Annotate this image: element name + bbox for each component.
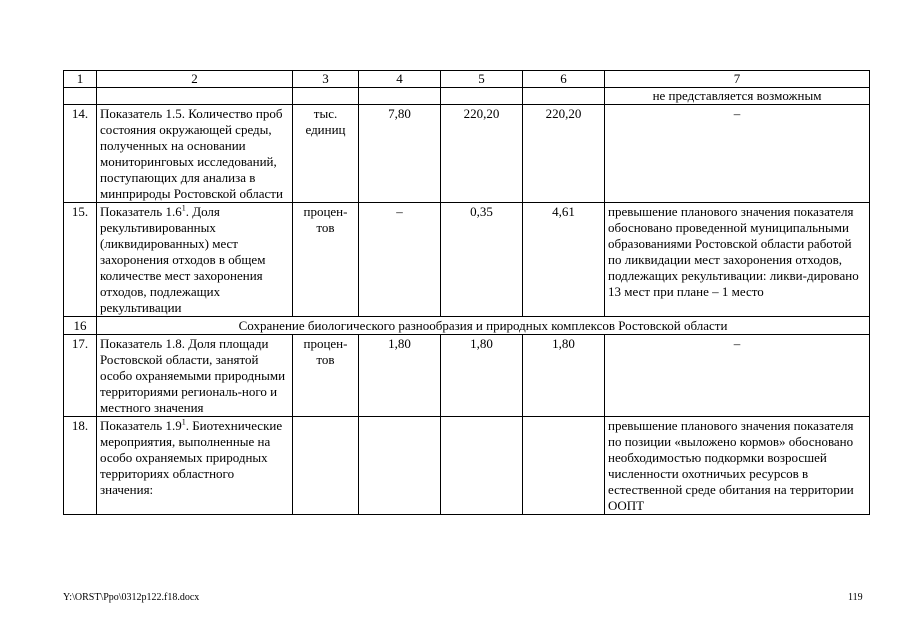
- col-header-5: 5: [441, 71, 523, 88]
- footer-file-path: Y:\ORST\Ppo\0312p122.f18.docx: [63, 592, 200, 603]
- value-col5: 0,35: [441, 203, 523, 317]
- indicator-name-rest: . Биотехнические мероприятия, выполненные на особо охраняемых природных территориях областного значения:: [100, 418, 283, 497]
- value-col6: 220,20: [523, 105, 605, 203]
- indicator-name-rest: . Доля рекультивированных (ликвидированных) мест захоронения отходов в общем количестве мест захоронения отходов, подлежащих рекультивации: [100, 204, 266, 315]
- cell-empty: [64, 88, 97, 105]
- column-number-row: [64, 71, 870, 88]
- table-row-15: [64, 203, 870, 317]
- table-row-14: [64, 105, 870, 203]
- section-heading: Сохранение биологического разнообразия и природных комплексов Ростовской области: [97, 317, 870, 335]
- col-header-6: 6: [523, 71, 605, 88]
- value-col5: [441, 417, 523, 515]
- indicator-name: [97, 203, 293, 317]
- cell-empty: [523, 88, 605, 105]
- note-cell: –: [605, 335, 870, 417]
- table-row-continuation: [64, 88, 870, 105]
- col-header-4: 4: [359, 71, 441, 88]
- row-number: 18.: [64, 417, 97, 515]
- col-header-2: 2: [97, 71, 293, 88]
- table-row-17: [64, 335, 870, 417]
- col-header-3: 3: [293, 71, 359, 88]
- col-header-1: 1: [64, 71, 97, 88]
- cell-empty: [441, 88, 523, 105]
- row-number: 14.: [64, 105, 97, 203]
- note-cell: превышение планового значения показателя по позиции «выложено кормов» обосновано необходимостью подкормки возросшей численности охотничьих ресурсов в естественной среде обитания на территории ООПТ: [605, 417, 870, 515]
- report-table: [63, 70, 870, 515]
- cell-empty: [359, 88, 441, 105]
- value-col5: 220,20: [441, 105, 523, 203]
- unit-cell: [293, 417, 359, 515]
- unit-cell: процен-тов: [293, 203, 359, 317]
- footnote-mark: 1: [181, 417, 186, 427]
- cell-empty: [293, 88, 359, 105]
- value-col5: 1,80: [441, 335, 523, 417]
- value-col6: 4,61: [523, 203, 605, 317]
- indicator-name: [97, 417, 293, 515]
- note-cell: –: [605, 105, 870, 203]
- value-col4: 7,80: [359, 105, 441, 203]
- value-col4: [359, 417, 441, 515]
- row-number: 15.: [64, 203, 97, 317]
- indicator-name: Показатель 1.5. Количество проб состояния окружающей среды, полученных на основании мониторинговых исследований, поступающих для анализа в минприроды Ростовской области: [97, 105, 293, 203]
- value-col6: 1,80: [523, 335, 605, 417]
- unit-cell: тыс. единиц: [293, 105, 359, 203]
- table-row-16-section: [64, 317, 870, 335]
- col-header-7: 7: [605, 71, 870, 88]
- indicator-name-prefix: Показатель 1.6: [100, 204, 182, 219]
- footnote-mark: 1: [181, 203, 186, 213]
- unit-cell: процен-тов: [293, 335, 359, 417]
- row-number: 17.: [64, 335, 97, 417]
- cell-empty: [97, 88, 293, 105]
- row-number: 16: [64, 317, 97, 335]
- indicator-name: Показатель 1.8. Доля площади Ростовской области, занятой особо охраняемыми природными территориями региональ-ного и местного значения: [97, 335, 293, 417]
- page-number: 119: [848, 592, 863, 603]
- note-cell: превышение планового значения показателя обосновано проведенной муниципальными образованиями Ростовской области работой по ликвидации мест захоронения отходов, подлежащих рекультивации: ликви-дировано 13 мест при плане – 1 место: [605, 203, 870, 317]
- value-col6: [523, 417, 605, 515]
- indicator-name-prefix: Показатель 1.9: [100, 418, 182, 433]
- value-col4: –: [359, 203, 441, 317]
- table-row-18: [64, 417, 870, 515]
- value-col4: 1,80: [359, 335, 441, 417]
- note-cell: не представляется возможным: [605, 88, 870, 105]
